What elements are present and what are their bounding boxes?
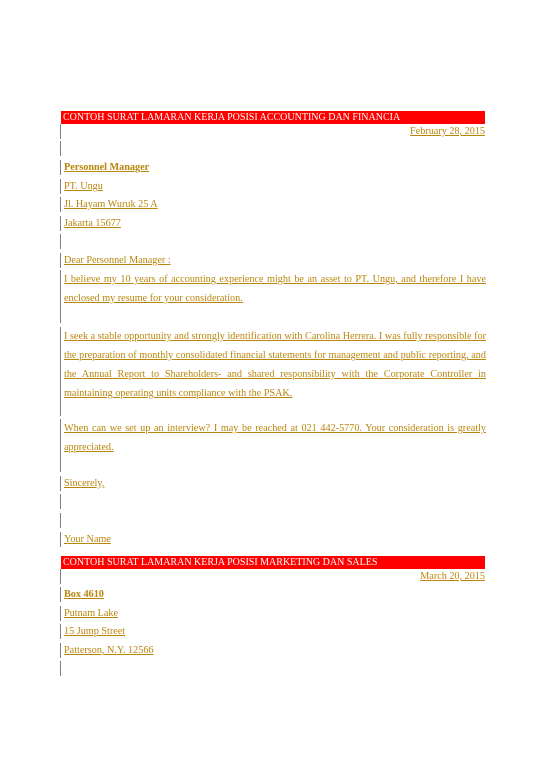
letter2-street: 15 Jump Street	[60, 624, 486, 639]
letter1-date: February 28, 2015	[60, 124, 486, 139]
blank-line	[60, 494, 486, 509]
letter1-salutation: Dear Personnel Manager :	[60, 253, 486, 268]
letter2-city: Patterson, N.Y. 12566	[60, 643, 486, 658]
blank-line	[60, 234, 486, 249]
letter1-heading: CONTOH SURAT LAMARAN KERJA POSISI ACCOUNTING DAN FINANCIA	[61, 111, 485, 124]
blank-line	[60, 141, 486, 156]
letter1-paragraph-2: I seek a stable opportunity and strongly identification with Carolina Herrera. I was fully responsible for the preparation of monthly consolidated financial statements for management and public reporting, and the Annual Report to Shareholders- and shared responsibility with the Corporate Controller in maintaining operating units compliance with the PSAK.	[60, 327, 486, 403]
letter1-city: Jakarta 15677	[60, 216, 486, 231]
blank-line	[60, 513, 486, 528]
letter1-company: PT. Ungu	[60, 179, 486, 194]
letter1-signature: Your Name	[60, 532, 486, 547]
blank-line	[60, 401, 486, 416]
letter2-box: Box 4610	[60, 587, 486, 602]
letter2-area: Putnam Lake	[60, 606, 486, 621]
letter2-heading: CONTOH SURAT LAMARAN KERJA POSISI MARKETING DAN SALES	[61, 556, 485, 569]
blank-line	[60, 457, 486, 472]
letter1-recipient-title: Personnel Manager	[60, 160, 486, 175]
blank-line	[60, 661, 486, 676]
letter1-paragraph-1: I believe my 10 years of accounting experience might be an asset to PT. Ungu, and therefore I have enclosed my resume for your consideration.	[60, 270, 486, 308]
letter1-street: Jl. Hayam Wuruk 25 A	[60, 197, 486, 212]
blank-line	[60, 308, 486, 323]
letter2-date: March 20, 2015	[60, 569, 486, 584]
letter1-closing: Sincerely,	[60, 476, 486, 491]
letter1-paragraph-3: When can we set up an interview? I may be reached at 021 442-5770. Your consideration is greatly appreciated.	[60, 419, 486, 457]
